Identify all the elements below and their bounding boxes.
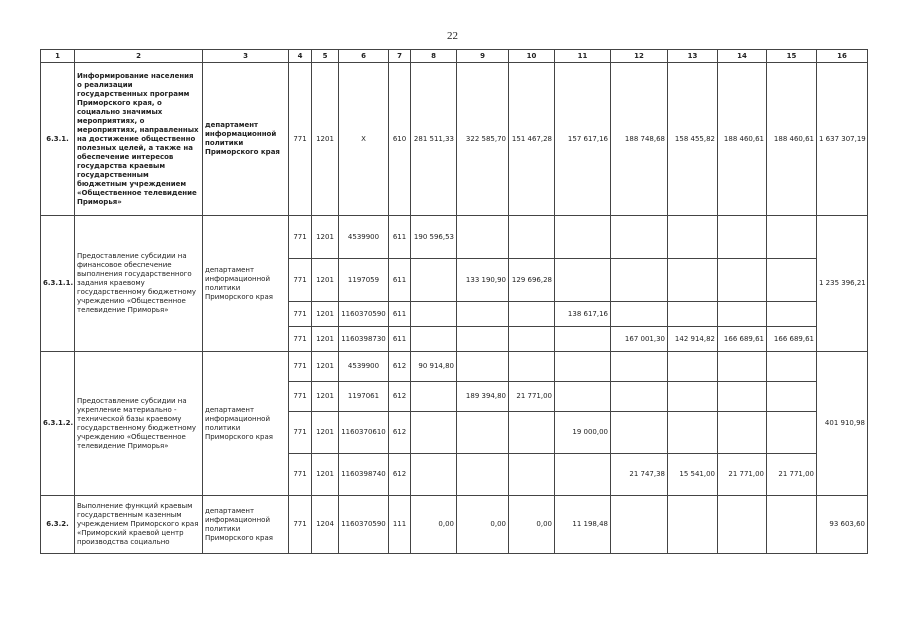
header-cell: 16	[817, 50, 868, 63]
table-cell	[718, 302, 767, 327]
table-cell	[718, 382, 767, 412]
table-cell: 771	[289, 352, 312, 382]
item-code: 6.3.1.2.	[41, 352, 75, 496]
table-cell	[555, 327, 611, 352]
table-cell	[555, 259, 611, 302]
table-cell: 771	[289, 454, 312, 496]
table-cell: 1201	[312, 63, 339, 216]
item-total: 1 235 396,21	[817, 216, 868, 352]
table-cell: 771	[289, 382, 312, 412]
table-cell	[767, 259, 817, 302]
item-total: 1 637 307,19	[817, 63, 868, 216]
table-cell: 189 394,80	[457, 382, 509, 412]
table-cell: 611	[389, 216, 411, 259]
table-cell: 1201	[312, 216, 339, 259]
table-cell	[611, 216, 668, 259]
table-cell	[457, 454, 509, 496]
table-cell: 190 596,53	[411, 216, 457, 259]
table-cell: 133 190,90	[457, 259, 509, 302]
table-cell: 188 460,61	[718, 63, 767, 216]
table-cell: 166 689,61	[718, 327, 767, 352]
table-cell: 1197059	[339, 259, 389, 302]
item-name: Предоставление субсидии на финансовое обеспечение выполнения государственного задания краевому государственному бюджетному учреждению «Общественное телевидение Приморья»	[75, 216, 203, 352]
item-name: Информирование населения о реализации государственных программ Приморского края, о социально значимых мероприятиях, о мероприятиях, направленных на достижение общественно полезных целей, а также на обеспечение интересов государства краевым государственным бюджетным учреждением «Общественное телевидение Приморья»	[75, 63, 203, 216]
table-cell: 1201	[312, 382, 339, 412]
table-cell	[411, 382, 457, 412]
table-cell	[457, 302, 509, 327]
table-cell: 21 771,00	[718, 454, 767, 496]
table-cell	[555, 352, 611, 382]
header-row	[41, 50, 868, 63]
table-cell	[668, 302, 718, 327]
table-cell: 1201	[312, 412, 339, 454]
header-cell: 10	[509, 50, 555, 63]
header-cell: 6	[339, 50, 389, 63]
table-cell	[668, 216, 718, 259]
table-cell: 188 460,61	[767, 63, 817, 216]
table-cell: 771	[289, 302, 312, 327]
item-total: 401 910,98	[817, 352, 868, 496]
table-cell: 1197061	[339, 382, 389, 412]
table-cell: 612	[389, 412, 411, 454]
table-cell: 1201	[312, 454, 339, 496]
table-cell: 4539900	[339, 352, 389, 382]
item-department: департамент информационной политики Приморского края	[203, 496, 289, 554]
table-cell: 188 748,68	[611, 63, 668, 216]
table-cell	[509, 302, 555, 327]
table-cell	[718, 216, 767, 259]
table-cell	[457, 327, 509, 352]
table-cell: 1201	[312, 302, 339, 327]
table-cell	[555, 382, 611, 412]
item-department: департамент информационной политики Приморского края	[203, 352, 289, 496]
table-cell: 19 000,00	[555, 412, 611, 454]
table-cell: 771	[289, 496, 312, 554]
table-cell: 4539900	[339, 216, 389, 259]
table-row	[41, 352, 868, 382]
table-cell: 167 001,30	[611, 327, 668, 352]
table-cell: 611	[389, 302, 411, 327]
table-cell: 11 198,48	[555, 496, 611, 554]
item-total: 93 603,60	[817, 496, 868, 554]
table-cell	[509, 454, 555, 496]
table-cell: 771	[289, 412, 312, 454]
table-cell: 1201	[312, 327, 339, 352]
header-cell: 3	[203, 50, 289, 63]
table-cell: 1160398740	[339, 454, 389, 496]
header-cell: 2	[75, 50, 203, 63]
header-cell: 5	[312, 50, 339, 63]
table-cell: 1160398730	[339, 327, 389, 352]
table-cell: 1201	[312, 352, 339, 382]
table-cell: 612	[389, 352, 411, 382]
table-cell	[718, 259, 767, 302]
header-cell: 15	[767, 50, 817, 63]
table-cell: 0,00	[411, 496, 457, 554]
table-cell	[457, 216, 509, 259]
table-cell: 166 689,61	[767, 327, 817, 352]
table-cell: 15 541,00	[668, 454, 718, 496]
header-cell: 4	[289, 50, 312, 63]
table-cell: 142 914,82	[668, 327, 718, 352]
table-cell: 610	[389, 63, 411, 216]
table-cell	[509, 352, 555, 382]
table-cell	[718, 352, 767, 382]
table-cell	[767, 216, 817, 259]
header-cell: 13	[668, 50, 718, 63]
item-department: департамент информационной политики Приморского края	[203, 216, 289, 352]
table-cell	[457, 412, 509, 454]
table-cell	[767, 352, 817, 382]
table-cell: 0,00	[509, 496, 555, 554]
table-cell	[718, 412, 767, 454]
table-cell: 1201	[312, 259, 339, 302]
header-cell: 9	[457, 50, 509, 63]
table-cell	[611, 382, 668, 412]
table-cell: 157 617,16	[555, 63, 611, 216]
table-cell	[411, 412, 457, 454]
table-cell: 611	[389, 327, 411, 352]
table-cell	[611, 302, 668, 327]
table-cell	[411, 454, 457, 496]
header-cell: 12	[611, 50, 668, 63]
table-row	[41, 63, 868, 216]
table-cell	[555, 216, 611, 259]
item-code: 6.3.1.	[41, 63, 75, 216]
header-cell: 1	[41, 50, 75, 63]
table-cell	[457, 352, 509, 382]
table-cell: 1204	[312, 496, 339, 554]
page-number: 22	[447, 30, 458, 42]
table-cell	[767, 302, 817, 327]
table-cell	[668, 382, 718, 412]
item-name: Выполнение функций краевым государственным казенным учреждением Приморского края «Приморский краевой центр производства социально	[75, 496, 203, 554]
table-cell	[767, 412, 817, 454]
table-cell: 1160370590	[339, 302, 389, 327]
table-cell: 158 455,82	[668, 63, 718, 216]
table-cell: 322 585,70	[457, 63, 509, 216]
table-cell: 612	[389, 382, 411, 412]
table-cell: 771	[289, 327, 312, 352]
table-cell: 1160370610	[339, 412, 389, 454]
table-cell	[411, 302, 457, 327]
table-cell	[611, 412, 668, 454]
table-cell: 771	[289, 216, 312, 259]
table-cell	[555, 454, 611, 496]
table-cell: 281 511,33	[411, 63, 457, 216]
table-cell: 21 747,38	[611, 454, 668, 496]
item-name: Предоставление субсидии на укрепление материально - технической базы краевому государственному бюджетному учреждению «Общественное телевидение Приморья»	[75, 352, 203, 496]
item-code: 6.3.2.	[41, 496, 75, 554]
table-cell: 129 696,28	[509, 259, 555, 302]
table-cell: 771	[289, 63, 312, 216]
table-cell	[668, 352, 718, 382]
header-cell: 7	[389, 50, 411, 63]
table-cell	[668, 412, 718, 454]
table-cell	[509, 216, 555, 259]
table-cell	[411, 327, 457, 352]
table-cell: 611	[389, 259, 411, 302]
table-cell	[668, 496, 718, 554]
table-cell	[767, 382, 817, 412]
table-cell: 21 771,00	[509, 382, 555, 412]
table-cell: 21 771,00	[767, 454, 817, 496]
table-cell	[611, 496, 668, 554]
header-cell: 14	[718, 50, 767, 63]
table-row	[41, 216, 868, 259]
budget-table	[40, 49, 868, 554]
item-code: 6.3.1.1.	[41, 216, 75, 352]
table-cell: 90 914,80	[411, 352, 457, 382]
table-cell	[611, 352, 668, 382]
table-row	[41, 496, 868, 554]
table-cell: Х	[339, 63, 389, 216]
table-cell: 612	[389, 454, 411, 496]
table-cell: 111	[389, 496, 411, 554]
header-cell: 8	[411, 50, 457, 63]
table-cell	[509, 327, 555, 352]
table-cell: 1160370590	[339, 496, 389, 554]
header-cell: 11	[555, 50, 611, 63]
table-cell	[668, 259, 718, 302]
table-cell	[611, 259, 668, 302]
table-cell: 138 617,16	[555, 302, 611, 327]
table-cell: 0,00	[457, 496, 509, 554]
table-cell	[509, 412, 555, 454]
item-department: департамент информационной политики Приморского края	[203, 63, 289, 216]
table-cell: 151 467,28	[509, 63, 555, 216]
table-cell	[718, 496, 767, 554]
table-cell	[767, 496, 817, 554]
table-cell: 771	[289, 259, 312, 302]
table-cell	[411, 259, 457, 302]
